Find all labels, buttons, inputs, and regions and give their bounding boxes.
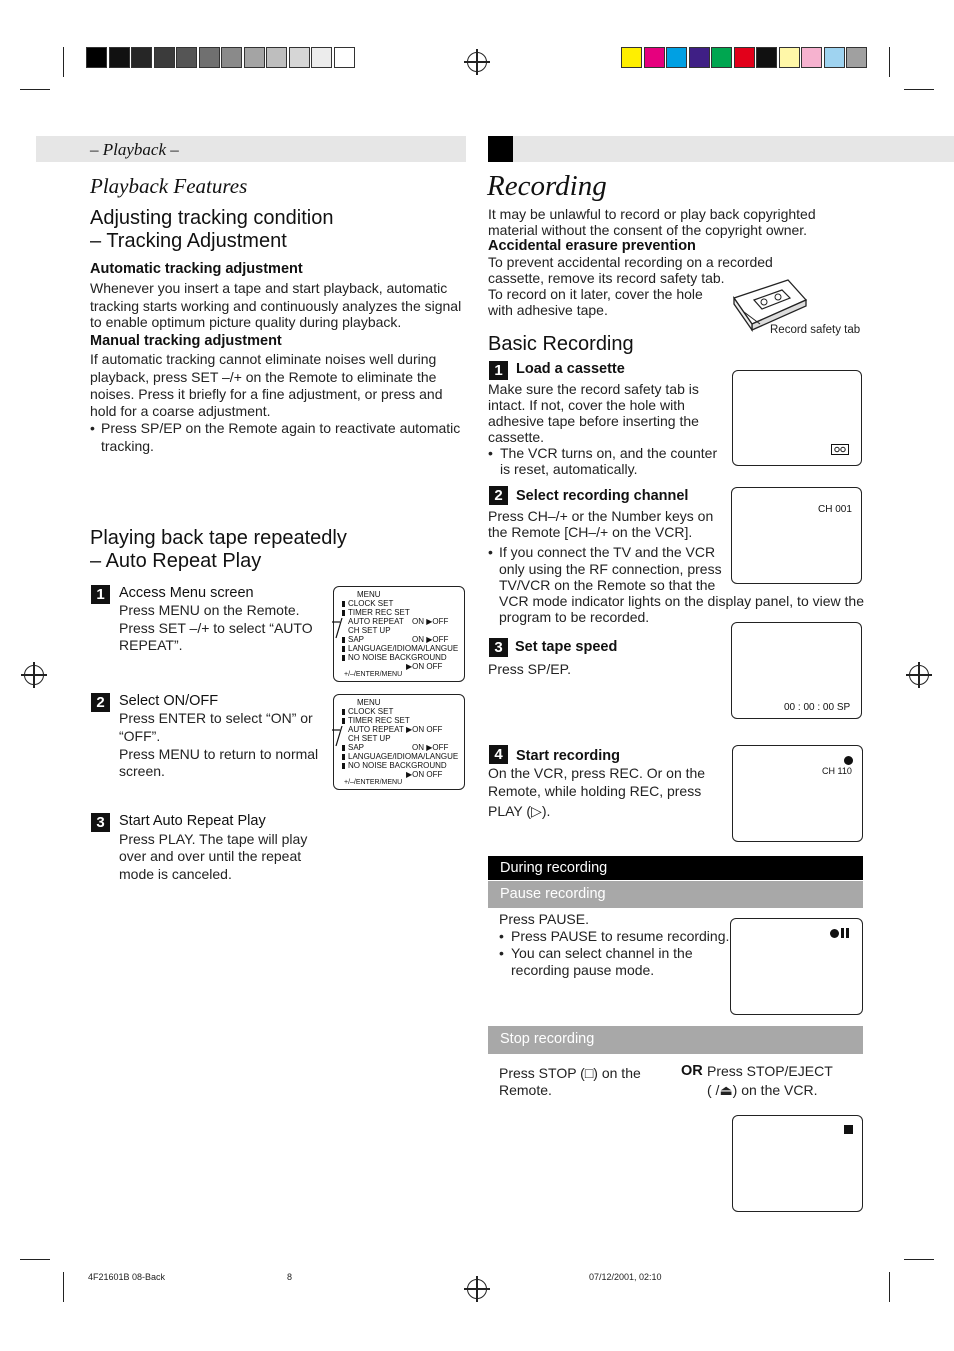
menu-title: MENU (357, 590, 381, 599)
menu-footer: +/–/ENTER/MENU (344, 671, 403, 678)
pause-bullet-1: Press PAUSE to resume recording. (511, 928, 730, 944)
color-swatch (644, 47, 665, 68)
pause-line-1: Press PAUSE. (499, 911, 589, 927)
pause-bullet-2-line-2: recording pause mode. (511, 962, 655, 978)
rec-step3-line-1: Press SP/EP. (488, 661, 572, 677)
tv-screen-step1 (732, 370, 862, 466)
color-swatch (689, 47, 710, 68)
color-swatch (154, 47, 175, 68)
rec-step1-bullet-1: The VCR turns on, and the counter (500, 445, 718, 461)
menu-cursor-mark (342, 709, 345, 715)
rec-step2-line-2: the Remote [CH–/+ on the VCR]. (488, 524, 693, 540)
menu-item-auto-repeat: AUTO REPEAT (348, 617, 404, 626)
rec-step1-bullet-2: is reset, automatically. (500, 461, 638, 477)
repeat-step2-line-1: Press ENTER to select “ON” or (119, 710, 313, 726)
during-recording-bar: During recording (488, 856, 863, 880)
repeat-title-line2: – Auto Repeat Play (90, 550, 262, 572)
stop-or-label: OR (681, 1063, 703, 1079)
repeat-title-line1: Playing back tape repeatedly (90, 527, 347, 549)
step-number-badge: 1 (489, 361, 508, 380)
repeat-step1-line-3: REPEAT”. (119, 637, 183, 653)
erasure-line-4: with adhesive tape. (488, 302, 608, 318)
manual-tracking-heading: Manual tracking adjustment (90, 333, 282, 349)
step-number-badge: 4 (489, 745, 508, 764)
channel-display: CH 110 (822, 766, 852, 776)
color-swatch (711, 47, 732, 68)
rec-step2-bullet-2: only using the RF connection, press (499, 561, 722, 577)
manual-tracking-line-3: noises. Press it briefly for a fine adjustment, or press and (90, 386, 443, 402)
menu-item-noise: NO NOISE BACKGROUND (348, 761, 447, 770)
bullet-dot: • (488, 544, 493, 560)
tracking-title-line2: – Tracking Adjustment (90, 230, 287, 252)
manual-tracking-line-1: If automatic tracking cannot eliminate noises well during (90, 351, 437, 367)
rec-step4-line-3: PLAY (▷). (488, 803, 551, 819)
color-swatch (221, 47, 242, 68)
rec-step2-bullet-4: VCR mode indicator lights on the display panel, to view the (499, 593, 864, 609)
color-swatch (244, 47, 265, 68)
color-swatch (824, 47, 845, 68)
menu-cursor-mark (342, 601, 345, 607)
record-dot-icon (830, 929, 839, 938)
crop-mark-bottom-right-v (889, 1272, 890, 1302)
menu-footer: +/–/ENTER/MENU (344, 779, 403, 786)
step-number-badge: 2 (91, 693, 110, 712)
erasure-line-2: cassette, remove its record safety tab. (488, 270, 725, 286)
color-swatch (666, 47, 687, 68)
repeat-step2-line-4: screen. (119, 763, 165, 779)
menu-item-ch-setup: CH SET UP (348, 626, 391, 635)
repeat-step3-line-3: mode is canceled. (119, 866, 232, 882)
color-swatch (334, 47, 355, 68)
intro-line-1: It may be unlawful to record or play back copyrighted (488, 206, 816, 222)
menu-item-sap: SAP (348, 635, 365, 644)
crop-mark-top-right-h (904, 89, 934, 90)
stop-left-line-2: Remote. (499, 1082, 552, 1098)
rec-step4-line-2: Remote, while holding REC, press (488, 783, 702, 799)
menu-value-noise: ▶ON OFF (406, 662, 443, 671)
tv-screen-step3 (731, 622, 862, 719)
step-number-badge: 1 (91, 585, 110, 604)
erasure-heading: Accidental erasure prevention (488, 238, 696, 254)
bullet-dot: • (499, 945, 504, 961)
stop-right-line-2: ( /⏏) on the VCR. (707, 1082, 818, 1098)
menu-value-auto-repeat: ON ▶OFF (412, 617, 449, 626)
features-title: Playback Features (90, 174, 248, 198)
intro-line-2: material without the consent of the copyright owner. (488, 222, 808, 238)
section-header: – Playback – (90, 140, 179, 159)
tv-screen-stop (732, 1115, 863, 1212)
channel-display: CH 001 (818, 504, 852, 515)
color-swatch (109, 47, 130, 68)
cursor-arrow-icon (330, 724, 344, 748)
rec-step1-line-4: cassette. (488, 429, 545, 445)
menu-item-auto-repeat: AUTO REPEAT (348, 725, 404, 734)
rec-step3-heading: Set tape speed (515, 639, 618, 655)
menu-screen-1 (333, 586, 465, 682)
crop-mark-top-right-v (889, 47, 890, 77)
repeat-step3-line-2: over and over until the repeat (119, 848, 302, 864)
pause-recording-bar: Pause recording (488, 881, 863, 908)
menu-value-sap: ON ▶OFF (412, 635, 449, 644)
bullet-dot: • (488, 445, 493, 461)
rec-step4-line-1: On the VCR, press REC. Or on the (488, 765, 706, 781)
menu-value-noise: ▶ON OFF (406, 770, 443, 779)
pause-bullet-2-line-1: You can select channel in the (511, 945, 693, 961)
color-swatch (779, 47, 800, 68)
crop-mark-bottom-right-h (904, 1259, 934, 1260)
manual-tracking-line-2: playback, press SET –/+ on the Remote to eliminate the (90, 369, 437, 385)
crop-mark-top-left-h (20, 89, 50, 90)
counter-display: 00 : 00 : 00 SP (784, 702, 851, 713)
footer-date: 07/12/2001, 02:10 (589, 1272, 662, 1282)
repeat-step1-line-1: Press MENU on the Remote. (119, 602, 300, 618)
color-swatch (846, 47, 867, 68)
menu-cursor-mark (342, 646, 345, 652)
crop-mark-bottom-left-v (63, 1272, 64, 1302)
menu-item-timer: TIMER REC SET (348, 608, 410, 617)
menu-cursor-mark (342, 754, 345, 760)
menu-item-language: LANGUAGE/IDIOMA/LANGUE (348, 752, 459, 761)
manual-tracking-line-4: hold for a coarse adjustment. (90, 403, 271, 419)
tv-screen-step2 (731, 487, 862, 584)
rec-step2-bullet-1: If you connect the TV and the VCR (499, 544, 716, 560)
repeat-step3-line-1: Press PLAY. The tape will play (119, 831, 308, 847)
menu-screen-2 (333, 694, 465, 790)
color-swatch (756, 47, 777, 68)
rec-step1-line-1: Make sure the record safety tab is (488, 381, 699, 397)
cursor-arrow-icon (330, 616, 344, 640)
rec-step1-heading: Load a cassette (516, 361, 625, 377)
color-swatch (176, 47, 197, 68)
page-title: Recording (487, 170, 607, 202)
rec-step4-heading: Start recording (516, 748, 620, 764)
color-swatch (199, 47, 220, 68)
menu-item-noise: NO NOISE BACKGROUND (348, 653, 447, 662)
tv-screen-pause (730, 918, 863, 1015)
repeat-step1-heading: Access Menu screen (119, 585, 254, 601)
auto-tracking-line-3: to enable optimum picture quality during playback. (90, 314, 402, 330)
footer-doc-id: 4F21601B 08-Back (88, 1272, 166, 1282)
tv-screen-step4 (732, 745, 863, 842)
color-swatch (86, 47, 107, 68)
rec-step1-line-2: intact. If not, cover the hole with (488, 397, 685, 413)
menu-item-timer: TIMER REC SET (348, 716, 410, 725)
right-header-band (488, 136, 954, 162)
repeat-step3-heading: Start Auto Repeat Play (119, 813, 266, 829)
registration-mark-left (21, 662, 47, 688)
repeat-step1-line-2: Press SET –/+ to select “AUTO (119, 620, 313, 636)
step-number-badge: 3 (91, 813, 110, 832)
menu-title: MENU (357, 698, 381, 707)
menu-item-language: LANGUAGE/IDIOMA/LANGUE (348, 644, 459, 653)
crop-mark-top-left-v (63, 47, 64, 77)
color-swatch (621, 47, 642, 68)
auto-tracking-heading: Automatic tracking adjustment (90, 261, 303, 277)
rec-step2-bullet-3: TV/VCR on the Remote so that the (499, 577, 716, 593)
repeat-step2-line-2: “OFF”. (119, 728, 161, 744)
menu-item-clock: CLOCK SET (348, 707, 394, 716)
color-swatch (734, 47, 755, 68)
auto-tracking-line-2: tracking starts working and continuously analyzes the signal (90, 298, 462, 314)
step-number-badge: 2 (489, 486, 508, 505)
registration-mark-top (464, 49, 490, 75)
menu-item-ch-setup: CH SET UP (348, 734, 391, 743)
record-dot-icon (844, 756, 853, 765)
stop-square-icon (844, 1125, 853, 1134)
stop-left-line-1: Press STOP (□) on the (499, 1065, 641, 1081)
rec-step2-heading: Select recording channel (516, 488, 689, 504)
rec-step2-bullet-5: program to be recorded. (499, 609, 650, 625)
color-swatch (266, 47, 287, 68)
basic-recording-title: Basic Recording (488, 333, 634, 355)
registration-mark-right (906, 662, 932, 688)
cassette-indicator-icon (831, 444, 849, 455)
color-swatch (131, 47, 152, 68)
step-number-badge: 3 (489, 638, 508, 657)
rec-step1-line-3: adhesive tape before inserting the (488, 413, 699, 429)
tracking-bullet-line-2: tracking. (101, 438, 154, 454)
color-swatch (289, 47, 310, 68)
stop-recording-bar: Stop recording (488, 1026, 863, 1054)
tracking-bullet-line-1: Press SP/EP on the Remote again to reactivate automatic (101, 420, 461, 436)
menu-value-auto-repeat: ▶ON OFF (406, 725, 443, 734)
pause-icon (841, 928, 849, 938)
menu-item-sap: SAP (348, 743, 365, 752)
menu-cursor-mark (342, 763, 345, 769)
tracking-title-line1: Adjusting tracking condition (90, 207, 334, 229)
registration-mark-bottom (464, 1276, 490, 1302)
auto-tracking-line-1: Whenever you insert a tape and start playback, automatic (90, 280, 448, 296)
repeat-step2-heading: Select ON/OFF (119, 693, 219, 709)
color-swatch (801, 47, 822, 68)
menu-item-clock: CLOCK SET (348, 599, 394, 608)
footer-page-number: 8 (287, 1272, 293, 1282)
crop-mark-bottom-left-h (20, 1259, 50, 1260)
erasure-line-3: To record on it later, cover the hole (488, 286, 703, 302)
menu-value-sap: ON ▶OFF (412, 743, 449, 752)
safety-tab-label: Record safety tab (770, 324, 861, 336)
repeat-step2-line-3: Press MENU to return to normal (119, 746, 319, 762)
color-swatch (311, 47, 332, 68)
erasure-line-1: To prevent accidental recording on a recorded (488, 254, 773, 270)
rec-step2-line-1: Press CH–/+ or the Number keys on (488, 508, 714, 524)
bullet-dot: • (90, 420, 95, 436)
stop-right-line-1: Press STOP/EJECT (707, 1063, 833, 1079)
right-header-block (488, 136, 513, 162)
menu-cursor-mark (342, 655, 345, 661)
bullet-dot: • (499, 928, 504, 944)
